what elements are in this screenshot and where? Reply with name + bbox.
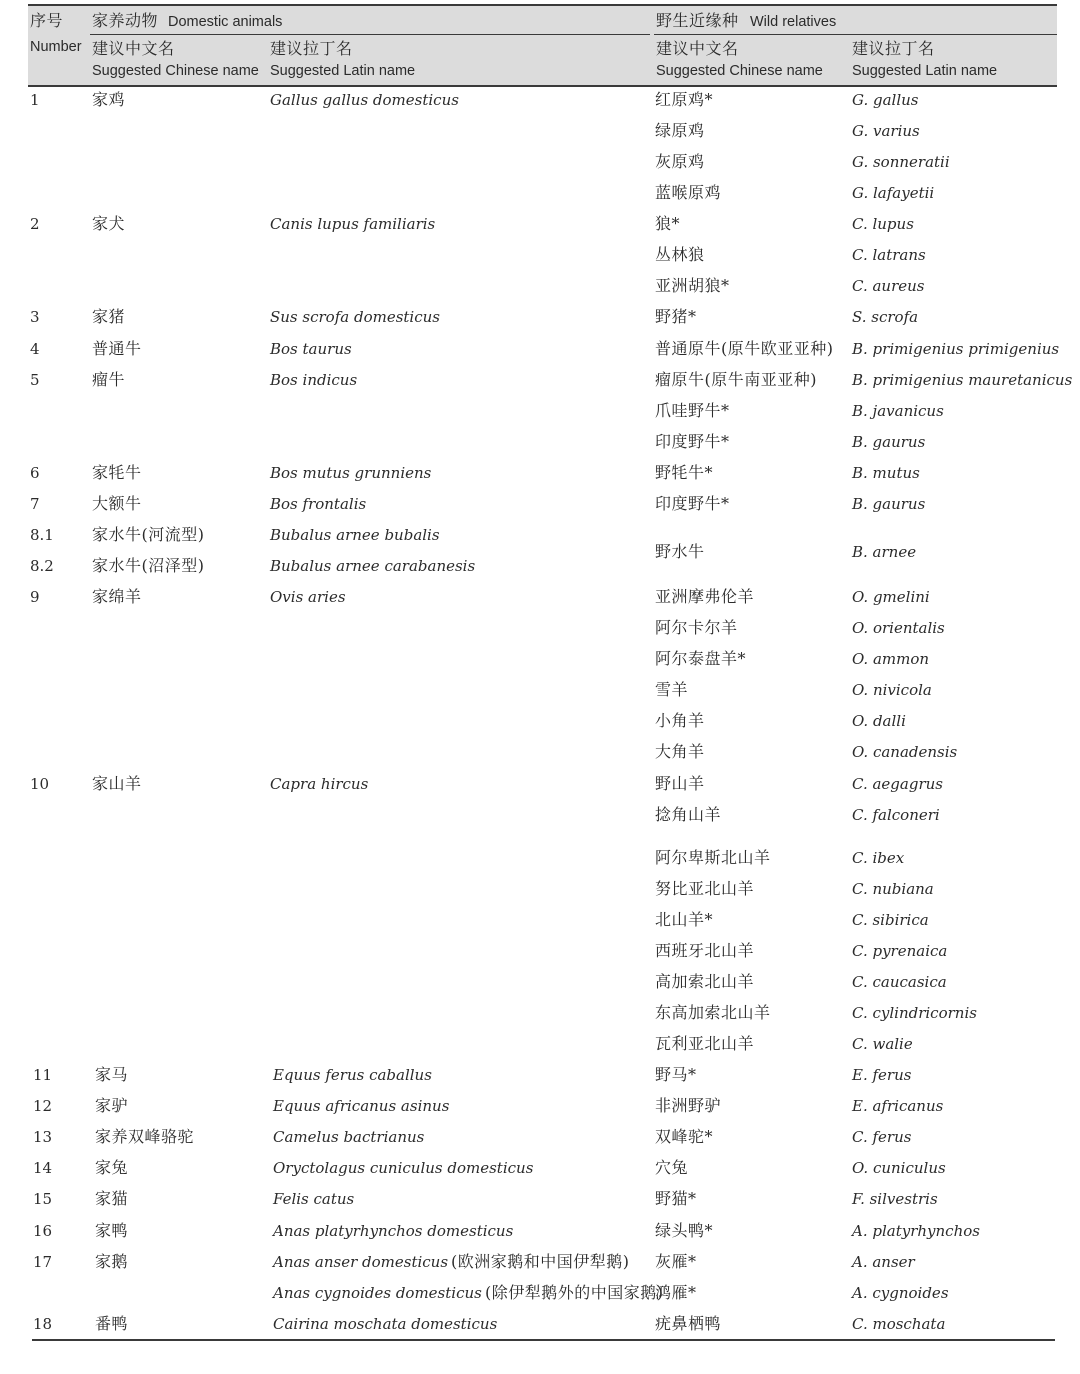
cell-wild-cn: 高加索北山羊 (655, 972, 755, 991)
cell-number: 15 (33, 1190, 53, 1208)
cell-wild-latin: C. cylindricornis (852, 1004, 977, 1022)
cell-domestic-cn: 家鹅 (95, 1252, 129, 1271)
cell-wild-cn: 野马* (655, 1065, 697, 1084)
cell-wild-latin: B. javanicus (852, 402, 944, 420)
header-wild-cn-name-cn: 建议中文名 (656, 39, 739, 58)
cell-number: 18 (33, 1315, 53, 1333)
cell-domestic-cn: 家养双峰骆驼 (95, 1127, 195, 1146)
cell-wild-cn: 双峰驼* (655, 1127, 714, 1146)
header-number-cn: 序号 (30, 11, 64, 30)
cell-wild-latin: C. moschata (852, 1315, 946, 1333)
cell-domestic-latin: Bos taurus (270, 340, 352, 358)
cell-domestic-cn: 番鸭 (95, 1314, 129, 1333)
cell-number: 9 (30, 588, 40, 606)
cell-wild-latin: C. aegagrus (852, 775, 943, 793)
cell-wild-cn: 非洲野驴 (655, 1096, 722, 1115)
cell-wild-cn: 小角羊 (655, 711, 705, 730)
cell-wild-latin: E. africanus (852, 1097, 944, 1115)
cell-domestic-latin: Equus africanus asinus (273, 1097, 450, 1115)
cell-wild-latin: O. orientalis (852, 619, 945, 637)
header-domestic-group-cn: 家养动物 (92, 11, 159, 30)
cell-wild-latin: B. primigenius primigenius (852, 340, 1060, 358)
cell-number: 14 (33, 1159, 53, 1177)
cell-wild-cn: 捻角山羊 (655, 805, 722, 824)
cell-number: 5 (30, 371, 40, 389)
cell-domestic-cn: 瘤牛 (92, 370, 126, 389)
cell-wild-latin: G. sonneratii (852, 153, 950, 171)
cell-wild-latin: C. ferus (852, 1128, 912, 1146)
cell-wild-latin: B. mutus (852, 464, 920, 482)
cell-wild-latin: A. anser (852, 1253, 915, 1271)
bottom-rule (32, 1339, 1055, 1341)
cell-domestic-latin: Equus ferus caballus (273, 1066, 432, 1084)
cell-wild-latin: C. caucasica (852, 973, 947, 991)
cell-domestic-cn: 家犬 (92, 214, 126, 233)
cell-wild-latin: O. cuniculus (852, 1159, 946, 1177)
cell-domestic-latin: Anas anser domesticus (273, 1253, 449, 1271)
cell-domestic-cn: 家鸡 (92, 90, 126, 109)
cell-number: 13 (33, 1128, 53, 1146)
cell-domestic-latin: Bubalus arnee bubalis (270, 526, 440, 544)
cell-domestic-cn: 大额牛 (92, 494, 142, 513)
wild-group-rule (654, 34, 1057, 35)
header-wild-latin-name-en: Suggested Latin name (852, 63, 998, 79)
cell-wild-latin: C. nubiana (852, 880, 934, 898)
cell-wild-cn: 丛林狼 (655, 245, 705, 264)
cell-wild-latin: O. dalli (852, 712, 906, 730)
cell-number: 11 (33, 1066, 53, 1084)
cell-domestic-cn: 家猫 (95, 1189, 129, 1208)
cell-wild-latin: C. walie (852, 1035, 913, 1053)
header-number-en: Number (30, 39, 82, 55)
header-wild-group-cn: 野生近缘种 (656, 11, 739, 30)
cell-domestic-cn: 家水牛(沼泽型) (92, 556, 205, 575)
cell-domestic-latin: Anas platyrhynchos domesticus (273, 1222, 514, 1240)
cell-wild-latin: C. ibex (852, 849, 905, 867)
cell-number: 17 (33, 1253, 53, 1271)
cell-number: 2 (30, 215, 40, 233)
cell-domestic-latin: Sus scrofa domesticus (270, 308, 440, 326)
header-domestic-cn-name-cn: 建议中文名 (92, 39, 175, 58)
cell-wild-cn: 阿尔卡尔羊 (655, 618, 738, 637)
header-wild-latin-name-cn: 建议拉丁名 (852, 39, 935, 58)
header-domestic-cn-name-en: Suggested Chinese name (92, 63, 259, 79)
cell-wild-cn: 雪羊 (655, 680, 689, 699)
cell-wild-latin: G. varius (852, 122, 920, 140)
cell-wild-cn: 瘤原牛(原牛南亚亚种) (655, 370, 817, 389)
cell-wild-latin: C. aureus (852, 277, 925, 295)
cell-wild-cn: 疣鼻栖鸭 (655, 1314, 722, 1333)
cell-domestic-latin: Ovis aries (270, 588, 346, 606)
cell-number: 1 (30, 91, 40, 109)
cell-wild-cn: 野山羊 (655, 774, 705, 793)
cell-wild-cn: 普通原牛(原牛欧亚亚种) (655, 339, 834, 358)
cell-wild-cn: 野牦牛* (655, 463, 714, 482)
cell-wild-latin: C. latrans (852, 246, 926, 264)
cell-wild-cn: 北山羊* (655, 910, 714, 929)
cell-wild-cn: 爪哇野牛* (655, 401, 730, 420)
cell-domestic-cn: 家马 (95, 1065, 129, 1084)
cell-domestic-latin: Anas cygnoides domesticus (273, 1284, 482, 1302)
cell-domestic-latin-note: (除伊犁鹅外的中国家鹅) (485, 1283, 664, 1302)
cell-domestic-latin: Capra hircus (270, 775, 369, 793)
cell-domestic-latin: Felis catus (273, 1190, 355, 1208)
cell-wild-latin: A. cygnoides (852, 1284, 949, 1302)
cell-domestic-cn: 家猪 (92, 307, 126, 326)
header-domestic-group-en: Domestic animals (168, 14, 283, 30)
cell-number: 4 (30, 340, 40, 358)
header-domestic-latin-name-cn: 建议拉丁名 (270, 39, 353, 58)
cell-wild-latin: F. silvestris (852, 1190, 938, 1208)
header-wild-group-en: Wild relatives (750, 14, 837, 30)
cell-wild-cn: 野猫* (655, 1189, 697, 1208)
cell-wild-cn: 印度野牛* (655, 494, 730, 513)
cell-domestic-latin: Bos frontalis (270, 495, 367, 513)
cell-domestic-cn: 家山羊 (92, 774, 142, 793)
cell-wild-latin: O. nivicola (852, 681, 932, 699)
cell-wild-cn: 鸿雁* (655, 1283, 697, 1302)
cell-wild-latin: E. ferus (852, 1066, 912, 1084)
domestic-group-rule (90, 34, 650, 35)
cell-wild-cn-merged: 野水牛 (655, 542, 705, 561)
cell-wild-cn: 阿尔泰盘羊* (655, 649, 747, 668)
cell-wild-latin-merged: B. arnee (852, 543, 917, 561)
cell-number: 7 (30, 495, 40, 513)
cell-wild-latin: C. sibirica (852, 911, 929, 929)
cell-wild-latin: O. canadensis (852, 743, 958, 761)
cell-domestic-latin: Bos mutus grunniens (270, 464, 432, 482)
cell-wild-cn: 蓝喉原鸡 (655, 183, 722, 202)
cell-wild-latin: S. scrofa (852, 308, 919, 326)
cell-wild-cn: 绿原鸡 (655, 121, 705, 140)
cell-number: 6 (30, 464, 40, 482)
cell-wild-cn: 狼* (655, 214, 681, 233)
cell-wild-cn: 东高加索北山羊 (655, 1003, 771, 1022)
cell-domestic-latin: Bubalus arnee carabanesis (270, 557, 476, 575)
header-wild-cn-name-en: Suggested Chinese name (656, 63, 823, 79)
cell-domestic-latin-note: (欧洲家鹅和中国伊犁鹅) (451, 1252, 630, 1271)
cell-wild-latin: A. platyrhynchos (852, 1222, 980, 1240)
cell-wild-cn: 野猪* (655, 307, 697, 326)
cell-domestic-latin: Canis lupus familiaris (270, 215, 436, 233)
cell-wild-latin: B. gaurus (852, 433, 926, 451)
cell-wild-latin: C. lupus (852, 215, 914, 233)
header-bottom-rule (28, 85, 1057, 87)
cell-wild-latin: O. gmelini (852, 588, 930, 606)
cell-number: 16 (33, 1222, 53, 1240)
cell-wild-cn: 绿头鸭* (655, 1221, 714, 1240)
cell-wild-latin: G. gallus (852, 91, 919, 109)
cell-wild-cn: 穴兔 (655, 1158, 689, 1177)
cell-domestic-latin: Cairina moschata domesticus (273, 1315, 498, 1333)
cell-domestic-cn: 普通牛 (92, 339, 142, 358)
cell-domestic-latin: Gallus gallus domesticus (270, 91, 459, 109)
cell-wild-cn: 大角羊 (655, 742, 705, 761)
cell-wild-cn: 瓦利亚北山羊 (655, 1034, 755, 1053)
cell-domestic-latin: Oryctolagus cuniculus domesticus (273, 1159, 534, 1177)
header-domestic-latin-name-en: Suggested Latin name (270, 63, 416, 79)
cell-domestic-latin: Bos indicus (270, 371, 358, 389)
cell-domestic-cn: 家水牛(河流型) (92, 525, 205, 544)
cell-number: 8.2 (30, 557, 54, 575)
cell-number: 12 (33, 1097, 53, 1115)
cell-wild-latin: B. primigenius mauretanicus (852, 371, 1073, 389)
cell-number: 8.1 (30, 526, 54, 544)
cell-domestic-cn: 家鸭 (95, 1221, 129, 1240)
cell-wild-cn: 阿尔卑斯北山羊 (655, 848, 771, 867)
cell-wild-latin: B. gaurus (852, 495, 926, 513)
cell-wild-cn: 亚洲胡狼* (655, 276, 730, 295)
cell-wild-latin: O. ammon (852, 650, 930, 668)
cell-wild-cn: 红原鸡* (655, 90, 714, 109)
cell-wild-cn: 印度野牛* (655, 432, 730, 451)
cell-wild-cn: 努比亚北山羊 (655, 879, 755, 898)
top-rule (28, 4, 1057, 6)
cell-wild-cn: 西班牙北山羊 (655, 941, 755, 960)
cell-wild-cn: 亚洲摩弗伦羊 (655, 587, 755, 606)
cell-wild-latin: G. lafayetii (852, 184, 935, 202)
cell-domestic-latin: Camelus bactrianus (273, 1128, 425, 1146)
cell-wild-cn: 灰原鸡 (655, 152, 705, 171)
cell-domestic-cn: 家绵羊 (92, 587, 142, 606)
cell-domestic-cn: 家驴 (95, 1096, 129, 1115)
cell-wild-cn: 灰雁* (655, 1252, 697, 1271)
cell-domestic-cn: 家兔 (95, 1158, 129, 1177)
cell-wild-latin: C. pyrenaica (852, 942, 948, 960)
cell-number: 3 (30, 308, 40, 326)
cell-number: 10 (30, 775, 50, 793)
cell-domestic-cn: 家牦牛 (92, 463, 142, 482)
cell-wild-latin: C. falconeri (852, 806, 940, 824)
